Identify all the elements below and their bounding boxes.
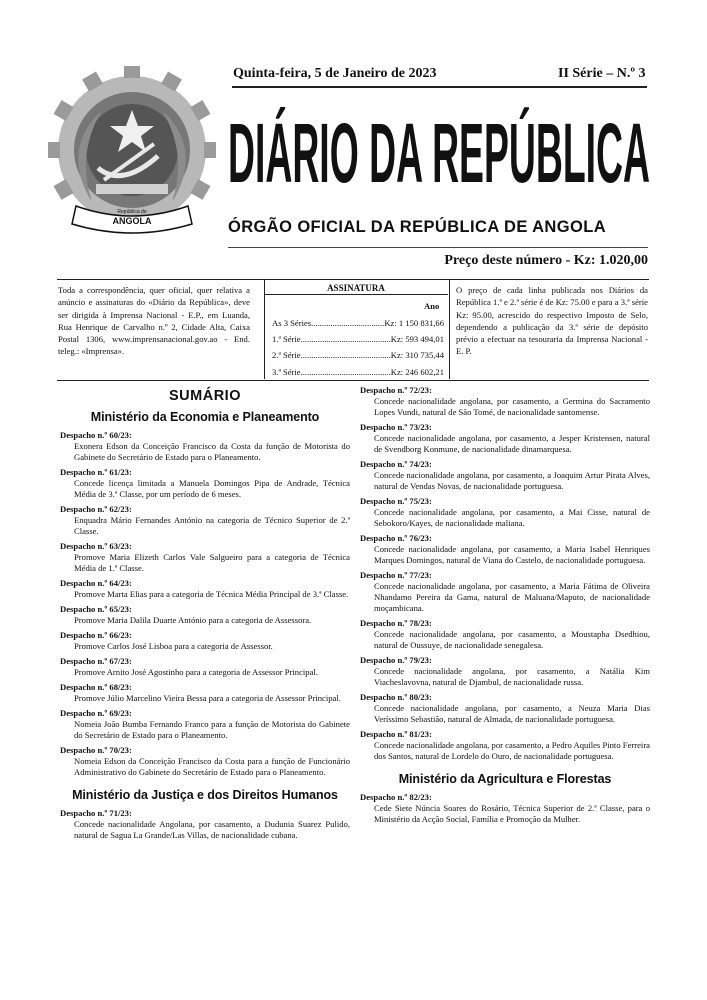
subscription-value: Kz: 593 494,01 <box>390 334 444 345</box>
summary-left-column <box>60 388 350 845</box>
despacho-summary: Promove Marta Elias para a categoria de Técnica Média Principal de 3.ª Classe. <box>74 589 349 599</box>
emblem-motto: República de <box>117 209 147 215</box>
subscription-label: 1.ª Série <box>272 334 301 345</box>
summary-title: SUMÁRIO <box>169 388 241 404</box>
despacho-number: Despacho n.º 77/23: <box>360 570 432 580</box>
despacho-entry <box>60 708 350 741</box>
emblem-country: ANGOLA <box>112 216 152 226</box>
subscription-leader-dots <box>301 331 391 347</box>
despacho-entry <box>360 385 650 418</box>
despacho-number: Despacho n.º 63/23: <box>60 541 132 551</box>
subscription-leader-dots <box>301 364 391 380</box>
issue-date: Quinta-feira, 5 de Janeiro de 2023 <box>233 66 437 81</box>
despacho-summary: Promove Carlos José Lisboa para a categoria de Assessor. <box>74 641 273 651</box>
despacho-number: Despacho n.º 75/23: <box>360 496 432 506</box>
despacho-summary: Concede nacionalidade angolana, por casamento, a Mai Cisse, natural de Sebokoro/Kayes, de nacionalidade maliana. <box>374 507 650 528</box>
subscription-leader-dots <box>301 347 391 363</box>
subscription-title: ASSINATURA <box>327 283 385 293</box>
subscription-rows <box>272 315 444 380</box>
ministry-heading: Ministério da Justiça e dos Direitos Humanos <box>72 788 338 802</box>
despacho-summary: Concede nacionalidade angolana, por casamento, a Germina do Sacramento Lopes Vundi, natural de São Tomé, de nacionalidade santomense. <box>374 396 650 417</box>
subscription-label: As 3 Séries <box>272 318 312 328</box>
despacho-entry <box>360 496 650 529</box>
subscription-row <box>272 347 444 363</box>
despacho-summary: Enquadra Mário Fernandes António na categoria de Técnico Superior de 2.ª Classe. <box>74 515 350 536</box>
despacho-summary: Concede nacionalidade Angolana, por casamento, a Dudunia Suarez Pulido, natural de Sagua La Grande/Las Villas, de nacionalidade cubana. <box>74 819 350 840</box>
issue-series-number: II Série – N.º 3 <box>558 66 646 81</box>
despacho-entry <box>60 578 350 600</box>
despacho-summary: Concede nacionalidade angolana, por casamento, a Neuza Maria Dias Veríssimo Sebastião, natural de Almada, de nacionalidade portuguesa. <box>374 703 650 724</box>
despacho-number: Despacho n.º 67/23: <box>60 656 132 666</box>
despacho-summary: Concede nacionalidade angolana, por casamento, a Jesper Kristensen, natural de Svendborg Konmune, de nacionalidade dinamarquesa. <box>374 433 650 454</box>
despacho-summary: Concede nacionalidade angolana, por casamento, a Maria Isabel Henriques Marques Domingos, natural de Viana do Castelo, de nacionalidade portuguesa. <box>374 544 650 565</box>
despacho-summary: Promove Maria Dalila Duarte António para a categoria de Assessora. <box>74 615 312 625</box>
despacho-entry <box>360 618 650 651</box>
despacho-entry <box>60 656 350 678</box>
despacho-summary: Concede nacionalidade angolana, por casamento, a Natália Kim Viacheslavovna, natural de Djambul, de nacionalidade russa. <box>374 666 650 687</box>
despacho-entry <box>60 541 350 574</box>
despacho-summary: Promove Júlio Marcelino Vieira Bessa para a categoria de Assessor Principal. <box>74 693 341 703</box>
despacho-entry <box>360 570 650 614</box>
subscription-title-rule <box>264 294 448 295</box>
despacho-number: Despacho n.º 60/23: <box>60 430 132 440</box>
despacho-entry <box>60 430 350 463</box>
summary-right-column <box>360 385 650 829</box>
despacho-number: Despacho n.º 82/23: <box>360 792 432 802</box>
despacho-entry <box>360 422 650 455</box>
despacho-entry <box>360 459 650 492</box>
despacho-number: Despacho n.º 64/23: <box>60 578 132 588</box>
despacho-summary: Concede nacionalidade angolana, por casamento, a Maria Fátima de Oliveira Nhandamo Pereira da Gama, natural de Maluana/Maputo, de nacionalidade moçambicana. <box>374 581 650 613</box>
despacho-number: Despacho n.º 81/23: <box>360 729 432 739</box>
masthead-subtitle: ÓRGÃO OFICIAL DA REPÚBLICA DE ANGOLA <box>228 218 607 236</box>
subscription-row <box>272 315 444 331</box>
coat-of-arms-emblem <box>48 66 216 238</box>
despacho-number: Despacho n.º 74/23: <box>360 459 432 469</box>
despacho-entry <box>60 504 350 537</box>
header-rule <box>232 86 647 88</box>
despacho-number: Despacho n.º 78/23: <box>360 618 432 628</box>
despacho-summary: Nomeia Edson da Conceição Francisco da Costa para a função de Funcionário Administrativo do Gabinete do Secretário de Estado para o Planeamento. <box>74 756 350 777</box>
despacho-number: Despacho n.º 71/23: <box>60 808 132 818</box>
subscription-row <box>272 331 444 347</box>
despacho-entry <box>360 655 650 688</box>
subscription-value: Kz: 310 735,44 <box>390 350 444 361</box>
subscription-label: 3.ª Série <box>272 366 301 377</box>
despacho-entry <box>60 630 350 652</box>
ministry-heading: Ministério da Economia e Planeamento <box>90 410 320 424</box>
despacho-number: Despacho n.º 73/23: <box>360 422 432 432</box>
despacho-number: Despacho n.º 79/23: <box>360 655 432 665</box>
subscription-leader-dots <box>311 315 384 331</box>
subscription-year-label: Ano <box>424 301 440 311</box>
subscription-label: 2.ª Série <box>272 350 301 361</box>
ministry-heading: Ministério da Agricultura e Florestas <box>398 772 612 786</box>
despacho-summary: Nomeia João Bumba Fernando Franco para a função de Motorista do Gabinete do Secretário de Estado para o Planeamento. <box>74 719 350 740</box>
despacho-entry <box>60 467 350 500</box>
despacho-entry <box>60 604 350 626</box>
despacho-summary: Promove Maria Elizeth Carlos Vale Salgueiro para a categoria de Técnica Média de 1.ª Classe. <box>74 552 350 573</box>
price-note: O preço de cada linha publicada nos Diários da República 1.ª e 2.ª série é de Kz: 75.00 e para a 3.ª série Kz: 95.00, acrescido do respectivo Imposto de Selo, dependendo a publicação da 3.ª série de depósito prévio a efectuar na tesouraria da Imprensa Nacional - E. P. <box>456 285 648 357</box>
despacho-number: Despacho n.º 80/23: <box>360 692 432 702</box>
subscription-row <box>272 364 444 380</box>
correspondence-note: Toda a correspondência, quer oficial, quer relativa a anúncio e assinaturas do «Diário da República», deve ser dirigida à Imprensa Nacional - E.P., em Luanda, Rua Henrique de Carvalho n.º 2, Cidade Alta, Caixa Postal 1306, www.imprensanacional.gov.ao - End. teleg.: «Imprensa». <box>58 285 250 357</box>
despacho-number: Despacho n.º 65/23: <box>60 604 132 614</box>
despacho-entry <box>360 533 650 566</box>
subscription-value: Kz: 246 602,21 <box>390 366 444 377</box>
masthead <box>224 96 654 192</box>
despacho-summary: Concede nacionalidade angolana, por casamento, a Pedro Aquiles Pinto Ferreira dos Santos, natural de Lordelo do Ouro, de nacionalidade portuguesa. <box>374 740 650 761</box>
despacho-summary: Exonera Edson da Conceição Francisco da Costa da função de Motorista do Gabinete do Secretário de Estado para o Planeamento. <box>74 441 350 462</box>
despacho-number: Despacho n.º 76/23: <box>360 533 432 543</box>
despacho-entry <box>60 682 350 704</box>
despacho-summary: Concede nacionalidade angolana, por casamento, a Joaquim Artur Pirata Alves, natural de Vendas Novas, de nacionalidade portuguesa. <box>374 470 650 491</box>
despacho-summary: Promove Arnito José Agostinho para a categoria de Assessor Principal. <box>74 667 318 677</box>
subtitle-rule <box>228 247 648 248</box>
despacho-summary: Cede Siete Núncia Soares do Rosário, Técnica Superior de 2.ª Classe, para o Ministério da Acção Social, Família e Promoção da Mulher. <box>374 803 650 824</box>
despacho-number: Despacho n.º 61/23: <box>60 467 132 477</box>
despacho-entry <box>360 792 650 825</box>
despacho-number: Despacho n.º 69/23: <box>60 708 132 718</box>
despacho-entry <box>360 729 650 762</box>
subscription-value: Kz: 1 150 831,66 <box>384 318 444 328</box>
despacho-number: Despacho n.º 70/23: <box>60 745 132 755</box>
despacho-number: Despacho n.º 66/23: <box>60 630 132 640</box>
despacho-entry <box>60 745 350 778</box>
despacho-summary: Concede nacionalidade angolana, por casamento, a Moustapha Dsedhiou, natural de Oussuye, de nacionalidade senegalesa. <box>374 629 650 650</box>
issue-price: Preço deste número - Kz: 1.020,00 <box>444 253 648 268</box>
masthead-title: DIÁRIO DA REPÚBLICA <box>228 106 650 192</box>
despacho-number: Despacho n.º 62/23: <box>60 504 132 514</box>
despacho-summary: Concede licença limitada a Manuela Domingos Pipa de Andrade, Técnica Média de 3.ª Classe, por um período de 6 meses. <box>74 478 350 499</box>
despacho-entry <box>360 692 650 725</box>
despacho-number: Despacho n.º 68/23: <box>60 682 132 692</box>
despacho-entry <box>60 808 350 841</box>
despacho-number: Despacho n.º 72/23: <box>360 385 432 395</box>
